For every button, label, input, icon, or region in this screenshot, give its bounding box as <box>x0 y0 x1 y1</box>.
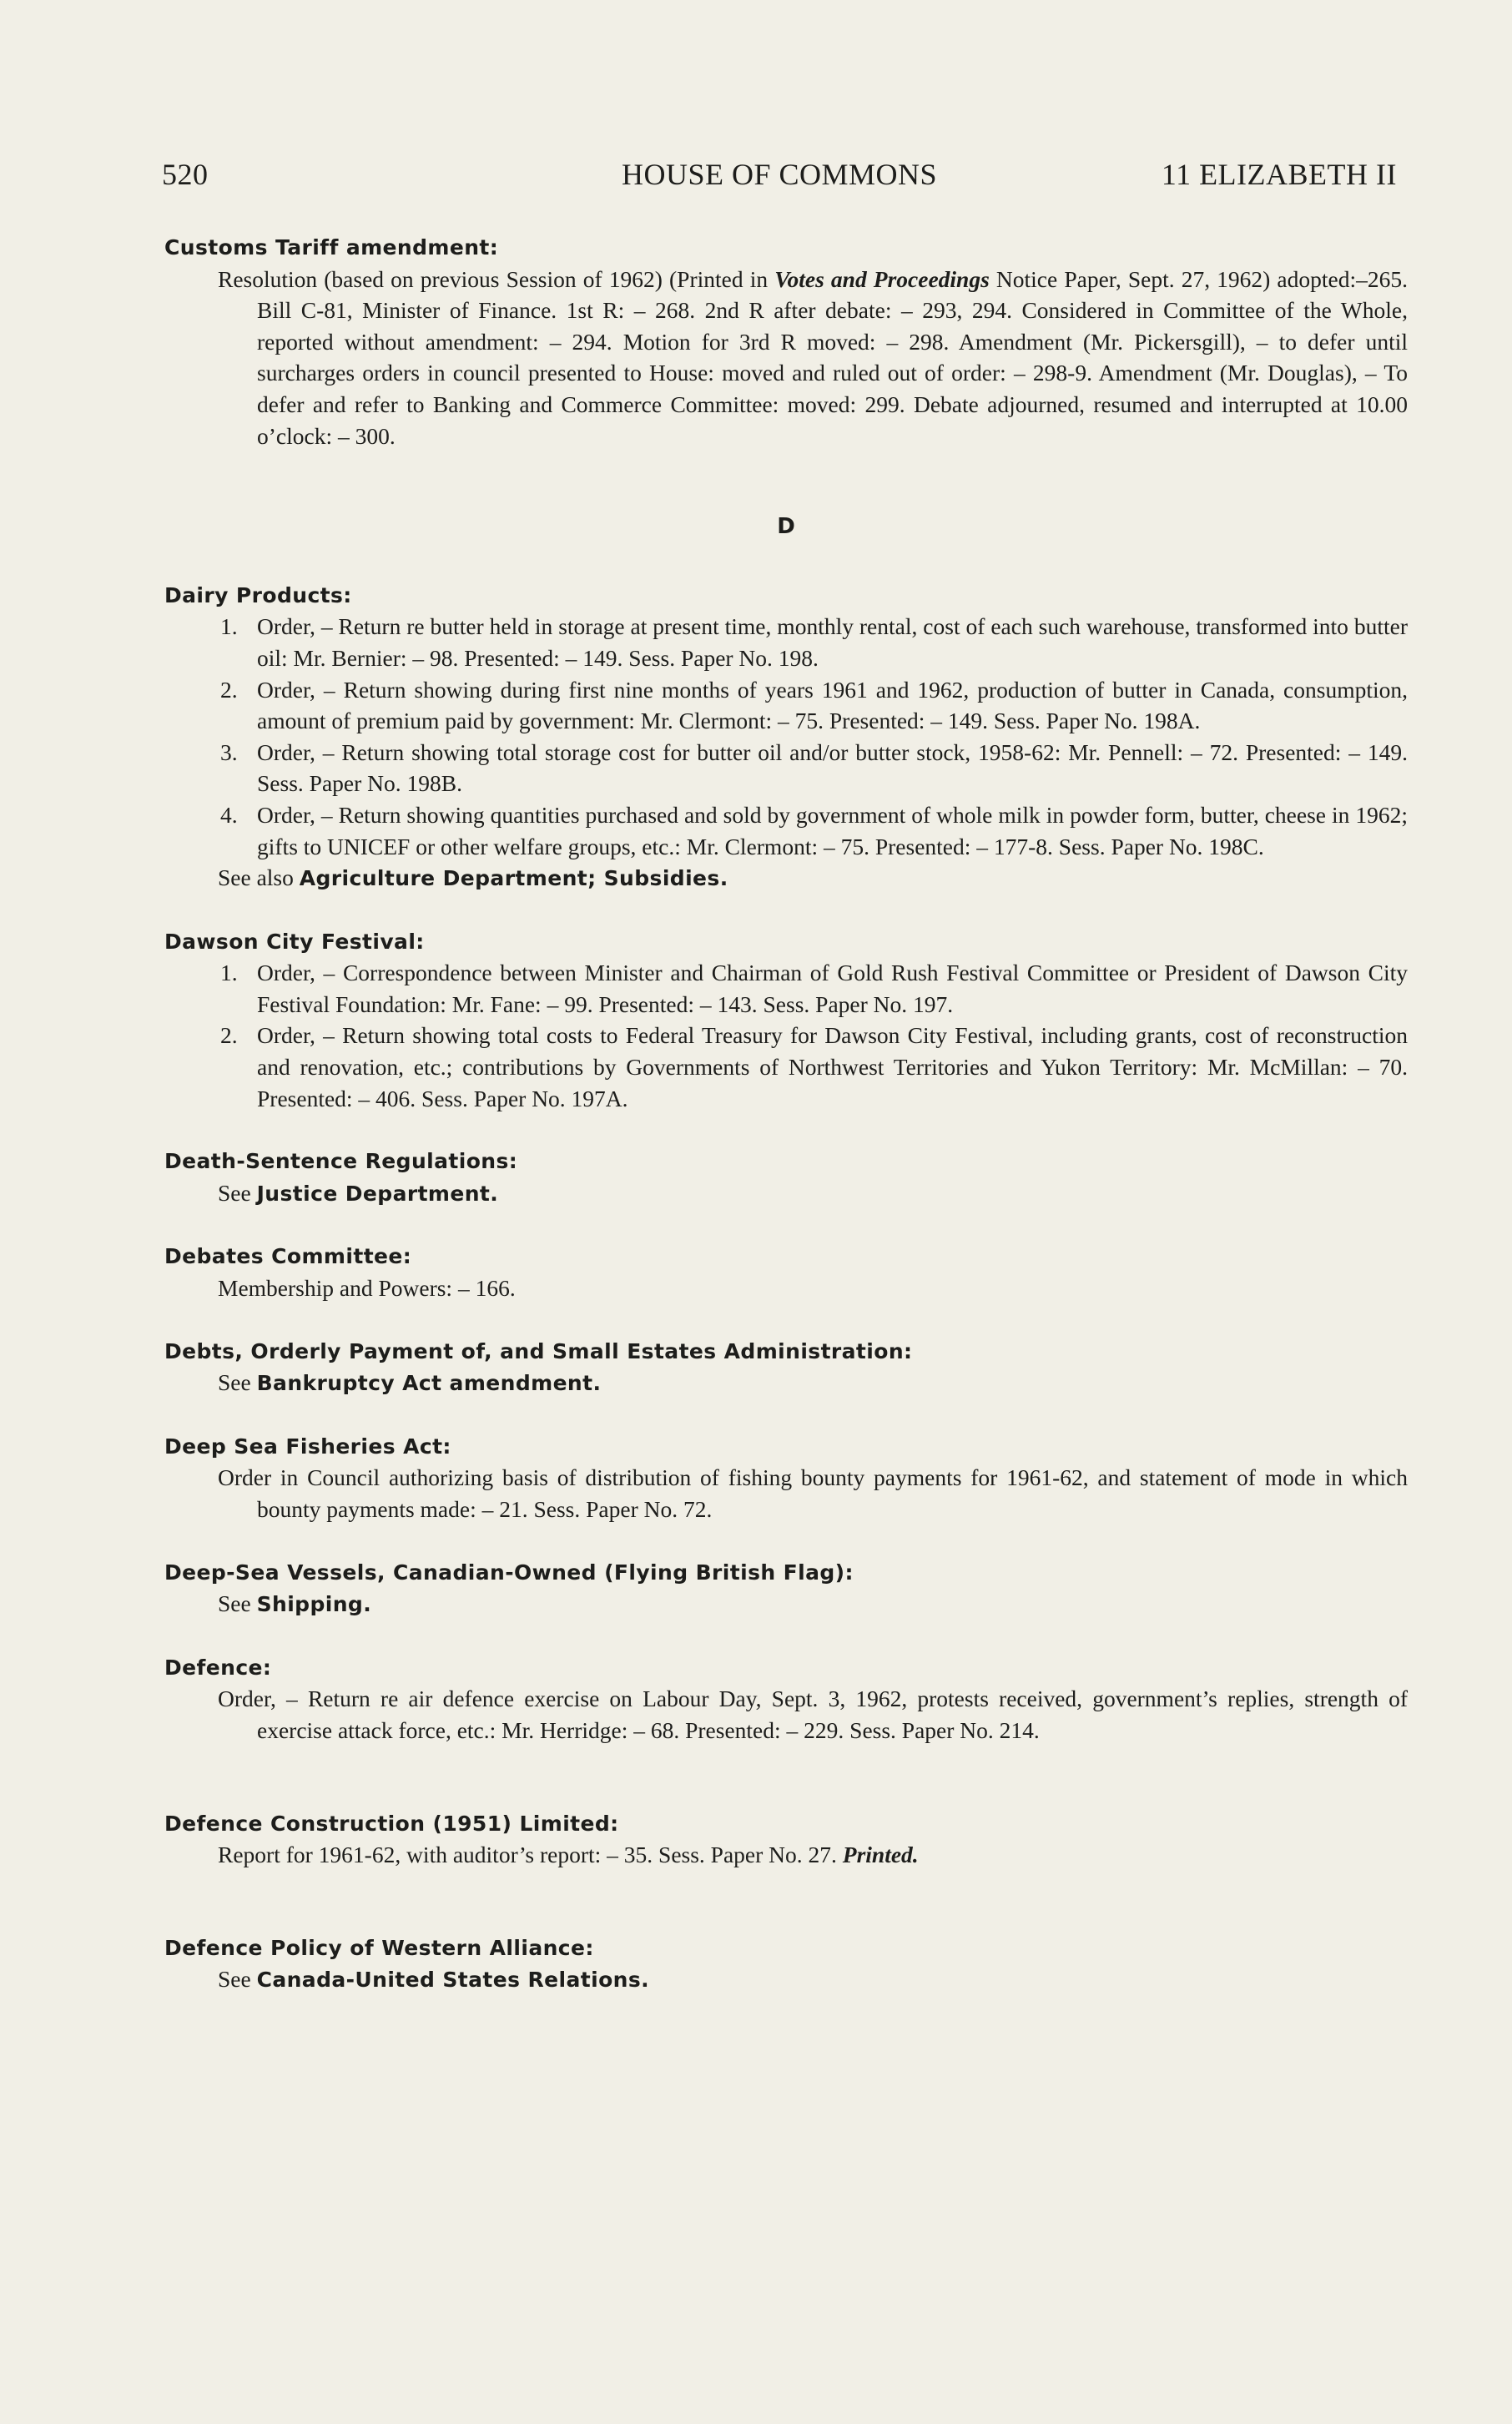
entry-heading: Debates Committee: <box>164 1244 412 1269</box>
cross-reference: Agriculture Department; Subsidies. <box>299 866 728 891</box>
right-title: 11 ELIZABETH II <box>1161 158 1397 191</box>
entry-defence-policy <box>164 1933 1408 1996</box>
entry-dawson-city-festival <box>164 926 1408 1115</box>
entry-heading: Dawson City Festival: <box>164 929 425 954</box>
item-text: Order, – Return showing total costs to Federal Treasury for Dawson City Festival, including grants, cost of reconstruction and renovation, etc.; contributions by Governments of Northwest Territories and Yukon Territory: Mr. McMillan: – 70. Presented: – 406. Sess. Paper No. 197A. <box>257 1022 1408 1111</box>
entry-death-sentence-regulations <box>164 1146 1408 1209</box>
entry-text <box>164 264 1408 452</box>
see-prefix: See <box>218 1369 257 1396</box>
cross-reference: Justice Department. <box>256 1181 499 1206</box>
item-text: Order, – Return showing during first nine months of years 1961 and 1962, production of butter in Canada, consumption, amount of premium paid by government: Mr. Clermont: – 75. Presented: – 149. Sess. Paper No. 198A. <box>257 676 1408 734</box>
italic-title: Votes and Proceedings <box>774 265 990 292</box>
section-letter: D <box>777 514 795 540</box>
entry-deep-sea-fisheries-act <box>164 1431 1408 1525</box>
center-title: HOUSE OF COMMONS <box>621 158 938 191</box>
page-number: 520 <box>162 158 209 191</box>
running-header <box>162 157 1397 194</box>
entry-heading: Death-Sentence Regulations: <box>164 1149 518 1174</box>
entry-deep-sea-vessels <box>164 1557 1408 1620</box>
entry-heading: Defence Policy of Western Alliance: <box>164 1935 594 1960</box>
list-item <box>164 799 1408 862</box>
see-reference <box>164 1177 1408 1210</box>
entry-text: Order, – Return re air defence exercise on Labour Day, Sept. 3, 1962, protests received, government’s replies, strength of exercise attack force, etc.: Mr. Herridge: – 68. Presented: – 229. Sess. Paper No. 214. <box>218 1686 1408 1743</box>
entry-heading: Customs Tariff amendment: <box>164 235 499 260</box>
see-prefix: See <box>218 1590 257 1617</box>
entry-text: Order in Council authorizing basis of distribution of fishing bounty payments for 1961-62, and statement of mode in which bounty payments made: – 21. Sess. Paper No. 72. <box>218 1464 1408 1522</box>
cross-reference: Canada-United States Relations. <box>256 1968 650 1993</box>
text-segment: Report for 1961-62, with auditor’s report: – 35. Sess. Paper No. 27. <box>218 1842 843 1868</box>
item-text: Order, – Return showing quantities purchased and sold by government of whole milk in powder form, butter, cheese in 1962; gifts to UNICEF or other welfare groups, etc.: Mr. Clermont: – 75. Presented: – 177-8. Sess. Paper No. 198C. <box>257 801 1408 859</box>
entry-heading: Defence: <box>164 1655 272 1680</box>
list-item <box>164 957 1408 1020</box>
entry-defence-construction <box>164 1808 1408 1871</box>
text-segment: Resolution (based on previous Session of 1962) (Printed in <box>218 265 775 292</box>
see-prefix: See also <box>218 864 300 891</box>
see-also <box>164 862 1408 895</box>
list-item <box>164 674 1408 737</box>
list-item <box>164 1020 1408 1114</box>
item-text: Order, – Return showing total storage cost for butter oil and/or butter stock, 1958-62: Mr. Pennell: – 72. Presented: – 149. Sess. Paper No. 198B. <box>257 738 1408 797</box>
item-text: Order, – Return re butter held in storage at present time, monthly rental, cost of each such warehouse, transformed into butter oil: Mr. Bernier: – 98. Presented: – 149. Sess. Paper No. 198. <box>257 613 1408 671</box>
entry-heading: Debts, Orderly Payment of, and Small Estates Administration: <box>164 1338 913 1363</box>
entry-debts <box>164 1336 1408 1399</box>
item-number: 3. <box>220 738 238 765</box>
see-reference <box>164 1367 1408 1399</box>
entry-dairy-products <box>164 580 1408 895</box>
item-number: 1. <box>220 613 238 640</box>
item-number: 2. <box>220 676 238 703</box>
entry-heading: Defence Construction (1951) Limited: <box>164 1811 619 1836</box>
see-reference <box>164 1963 1408 1996</box>
list-item <box>164 737 1408 799</box>
entry-text <box>164 1839 1408 1871</box>
item-number: 1. <box>220 960 238 986</box>
entry-defence <box>164 1652 1408 1746</box>
item-text: Order, – Correspondence between Minister and Chairman of Gold Rush Festival Committee or President of Dawson City Festival Foundation: Mr. Fane: – 99. Presented: – 143. Sess. Paper No. 197. <box>257 960 1408 1017</box>
index-content <box>164 232 1408 1996</box>
item-number: 4. <box>220 801 238 828</box>
see-prefix: See <box>218 1179 257 1206</box>
see-reference <box>164 1588 1408 1620</box>
item-number: 2. <box>220 1022 238 1049</box>
entry-text: Membership and Powers: – 166. <box>218 1275 516 1302</box>
entry-heading: Dairy Products: <box>164 582 352 607</box>
entry-debates-committee <box>164 1241 1408 1303</box>
list-item <box>164 611 1408 673</box>
italic-note: Printed. <box>842 1842 919 1868</box>
entry-customs-tariff <box>164 232 1408 451</box>
entry-heading: Deep-Sea Vessels, Canadian-Owned (Flying British Flag): <box>164 1560 854 1585</box>
cross-reference: Bankruptcy Act amendment. <box>256 1371 602 1396</box>
text-segment: Notice Paper, Sept. 27, 1962) adopted:–265. Bill C-81, Minister of Finance. 1st R: – 268. 2nd R after debate: – 293, 294. Considered in Committee of the Whole, reported without amendment: – 294. Motion for 3rd R moved: – 298. Amendment (Mr. Pickersgill), – to defer until surcharges orders in council presented to House: moved and ruled out of order: – 298-9. Amendment (Mr. Douglas), – To defer and refer to Banking and Commerce Committee: moved: 299. Debate adjourned, resumed and interrupted at 10.00 o’clock: – 300. <box>257 265 1409 449</box>
see-prefix: See <box>218 1966 257 1993</box>
cross-reference: Shipping. <box>256 1592 372 1617</box>
entry-heading: Deep Sea Fisheries Act: <box>164 1434 451 1459</box>
